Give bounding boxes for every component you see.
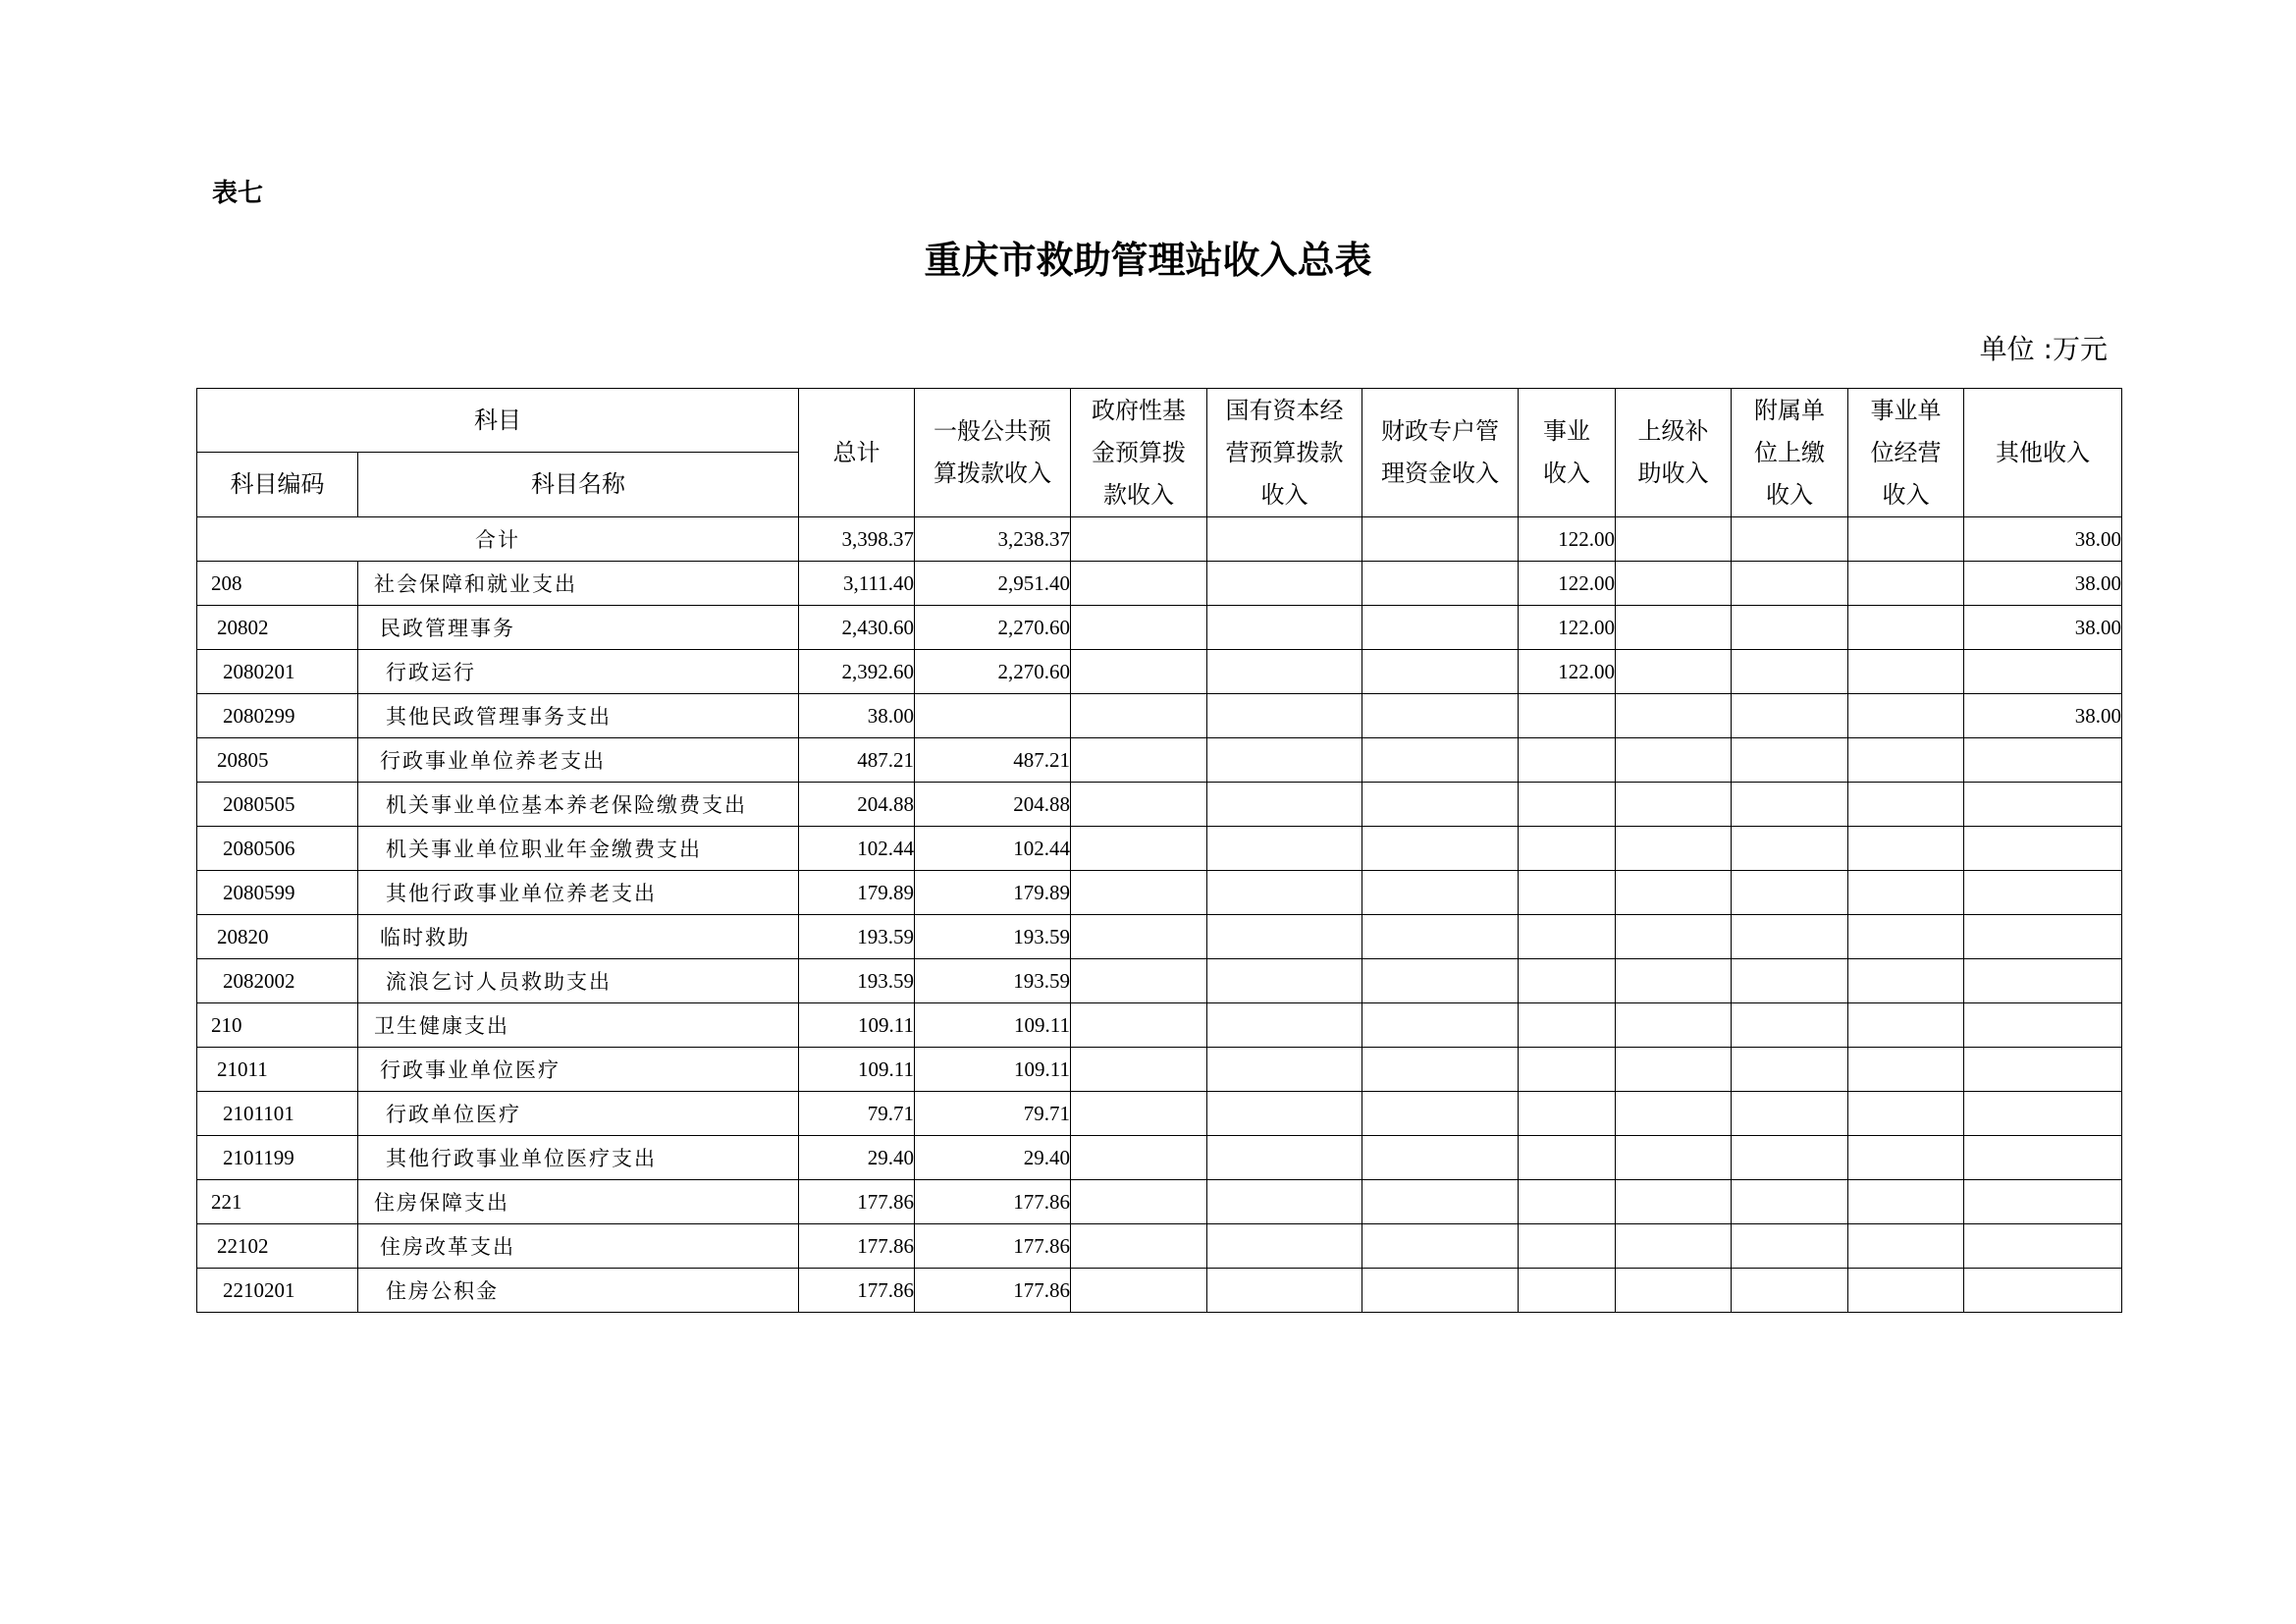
table-row [197, 871, 2122, 915]
cell-state-capital [1207, 1048, 1362, 1092]
cell-subject-name: 民政管理事务 [358, 606, 799, 650]
cell-subject-code: 22102 [197, 1224, 358, 1269]
cell-gov-fund [1071, 694, 1207, 738]
cell-subject-name: 住房保障支出 [358, 1180, 799, 1224]
table-row [197, 827, 2122, 871]
cell-special-fund [1362, 1180, 1519, 1224]
cell-subject-name: 临时救助 [358, 915, 799, 959]
cell-business-income [1519, 915, 1616, 959]
table-row [197, 959, 2122, 1003]
cell-gov-fund [1071, 1180, 1207, 1224]
cell-operating-income [1848, 1180, 1964, 1224]
total-row-operating-income [1848, 517, 1964, 562]
total-row-affiliated-income [1732, 517, 1848, 562]
cell-general-budget: 179.89 [915, 871, 1071, 915]
cell-other-income [1964, 1092, 2122, 1136]
cell-affiliated-income [1732, 1092, 1848, 1136]
cell-superior-subsidy [1616, 1180, 1732, 1224]
cell-subject-name: 流浪乞讨人员救助支出 [358, 959, 799, 1003]
cell-total: 204.88 [799, 783, 915, 827]
cell-subject-name: 住房改革支出 [358, 1224, 799, 1269]
cell-other-income [1964, 1224, 2122, 1269]
cell-total: 102.44 [799, 827, 915, 871]
cell-general-budget: 29.40 [915, 1136, 1071, 1180]
cell-subject-name: 其他民政管理事务支出 [358, 694, 799, 738]
cell-special-fund [1362, 1048, 1519, 1092]
cell-subject-name: 机关事业单位基本养老保险缴费支出 [358, 783, 799, 827]
cell-superior-subsidy [1616, 915, 1732, 959]
cell-superior-subsidy [1616, 783, 1732, 827]
total-row-superior-subsidy [1616, 517, 1732, 562]
cell-operating-income [1848, 1269, 1964, 1313]
cell-total: 179.89 [799, 871, 915, 915]
cell-business-income: 122.00 [1519, 606, 1616, 650]
cell-special-fund [1362, 694, 1519, 738]
total-row-other-income: 38.00 [1964, 517, 2122, 562]
cell-special-fund [1362, 827, 1519, 871]
cell-other-income [1964, 783, 2122, 827]
cell-general-budget: 2,270.60 [915, 650, 1071, 694]
cell-state-capital [1207, 915, 1362, 959]
cell-total: 193.59 [799, 915, 915, 959]
cell-subject-code: 208 [197, 562, 358, 606]
cell-general-budget: 204.88 [915, 783, 1071, 827]
cell-business-income [1519, 871, 1616, 915]
cell-affiliated-income [1732, 783, 1848, 827]
cell-general-budget: 193.59 [915, 959, 1071, 1003]
cell-state-capital [1207, 1224, 1362, 1269]
cell-operating-income [1848, 738, 1964, 783]
table-row [197, 562, 2122, 606]
unit-label: 单位 :万元 [1979, 333, 2108, 365]
cell-general-budget: 79.71 [915, 1092, 1071, 1136]
cell-subject-name: 社会保障和就业支出 [358, 562, 799, 606]
cell-affiliated-income [1732, 694, 1848, 738]
cell-superior-subsidy [1616, 1224, 1732, 1269]
cell-gov-fund [1071, 650, 1207, 694]
cell-special-fund [1362, 1003, 1519, 1048]
total-row-general-budget: 3,238.37 [915, 517, 1071, 562]
cell-special-fund [1362, 606, 1519, 650]
header-general-budget: 一般公共预算拨款收入 [915, 389, 1071, 517]
cell-gov-fund [1071, 959, 1207, 1003]
cell-total: 109.11 [799, 1048, 915, 1092]
cell-operating-income [1848, 871, 1964, 915]
cell-affiliated-income [1732, 915, 1848, 959]
cell-superior-subsidy [1616, 959, 1732, 1003]
cell-gov-fund [1071, 738, 1207, 783]
table-row [197, 1180, 2122, 1224]
cell-subject-code: 20820 [197, 915, 358, 959]
cell-gov-fund [1071, 562, 1207, 606]
cell-total: 2,430.60 [799, 606, 915, 650]
header-state-capital: 国有资本经营预算拨款收入 [1207, 389, 1362, 517]
cell-superior-subsidy [1616, 606, 1732, 650]
cell-special-fund [1362, 871, 1519, 915]
cell-operating-income [1848, 1136, 1964, 1180]
cell-subject-code: 2080599 [197, 871, 358, 915]
cell-business-income [1519, 827, 1616, 871]
cell-affiliated-income [1732, 1003, 1848, 1048]
cell-subject-code: 20805 [197, 738, 358, 783]
cell-other-income: 38.00 [1964, 694, 2122, 738]
cell-state-capital [1207, 738, 1362, 783]
cell-state-capital [1207, 694, 1362, 738]
cell-operating-income [1848, 1048, 1964, 1092]
table-row [197, 1136, 2122, 1180]
header-affiliated-income: 附属单位上缴收入 [1732, 389, 1848, 517]
cell-other-income: 38.00 [1964, 562, 2122, 606]
cell-gov-fund [1071, 1269, 1207, 1313]
cell-gov-fund [1071, 1136, 1207, 1180]
cell-superior-subsidy [1616, 562, 1732, 606]
cell-special-fund [1362, 915, 1519, 959]
cell-state-capital [1207, 783, 1362, 827]
total-row-gov-fund [1071, 517, 1207, 562]
cell-affiliated-income [1732, 1269, 1848, 1313]
cell-total: 3,111.40 [799, 562, 915, 606]
income-summary-table [196, 388, 2122, 1313]
total-row-label: 合计 [197, 517, 799, 562]
cell-general-budget [915, 694, 1071, 738]
cell-other-income [1964, 1136, 2122, 1180]
cell-operating-income [1848, 650, 1964, 694]
cell-gov-fund [1071, 1092, 1207, 1136]
total-row-special-fund [1362, 517, 1519, 562]
cell-gov-fund [1071, 1224, 1207, 1269]
cell-other-income [1964, 1048, 2122, 1092]
cell-operating-income [1848, 606, 1964, 650]
cell-superior-subsidy [1616, 1003, 1732, 1048]
cell-subject-name: 行政单位医疗 [358, 1092, 799, 1136]
cell-state-capital [1207, 1003, 1362, 1048]
cell-gov-fund [1071, 1048, 1207, 1092]
cell-general-budget: 177.86 [915, 1269, 1071, 1313]
cell-state-capital [1207, 871, 1362, 915]
cell-affiliated-income [1732, 650, 1848, 694]
cell-business-income: 122.00 [1519, 650, 1616, 694]
table-row [197, 1048, 2122, 1092]
cell-special-fund [1362, 1136, 1519, 1180]
cell-subject-name: 行政事业单位养老支出 [358, 738, 799, 783]
cell-subject-code: 210 [197, 1003, 358, 1048]
cell-superior-subsidy [1616, 1269, 1732, 1313]
cell-business-income [1519, 1224, 1616, 1269]
cell-total: 177.86 [799, 1224, 915, 1269]
cell-gov-fund [1071, 1003, 1207, 1048]
cell-affiliated-income [1732, 562, 1848, 606]
cell-total: 177.86 [799, 1180, 915, 1224]
cell-operating-income [1848, 1003, 1964, 1048]
table-row [197, 783, 2122, 827]
table-row [197, 738, 2122, 783]
cell-special-fund [1362, 783, 1519, 827]
header-subject-name: 科目名称 [358, 453, 799, 517]
cell-state-capital [1207, 1092, 1362, 1136]
cell-special-fund [1362, 959, 1519, 1003]
cell-business-income [1519, 1180, 1616, 1224]
page-title: 重庆市救助管理站收入总表 [924, 238, 1372, 282]
cell-subject-code: 2080506 [197, 827, 358, 871]
cell-subject-code: 221 [197, 1180, 358, 1224]
cell-subject-code: 21011 [197, 1048, 358, 1092]
cell-state-capital [1207, 1269, 1362, 1313]
cell-gov-fund [1071, 871, 1207, 915]
cell-state-capital [1207, 606, 1362, 650]
cell-subject-code: 2080201 [197, 650, 358, 694]
cell-state-capital [1207, 959, 1362, 1003]
cell-other-income [1964, 915, 2122, 959]
cell-affiliated-income [1732, 827, 1848, 871]
table-row [197, 650, 2122, 694]
cell-general-budget: 177.86 [915, 1180, 1071, 1224]
cell-business-income: 122.00 [1519, 562, 1616, 606]
cell-other-income: 38.00 [1964, 606, 2122, 650]
total-row-business-income: 122.00 [1519, 517, 1616, 562]
cell-general-budget: 177.86 [915, 1224, 1071, 1269]
cell-affiliated-income [1732, 1048, 1848, 1092]
cell-general-budget: 109.11 [915, 1003, 1071, 1048]
cell-subject-name: 机关事业单位职业年金缴费支出 [358, 827, 799, 871]
cell-special-fund [1362, 650, 1519, 694]
cell-superior-subsidy [1616, 650, 1732, 694]
cell-superior-subsidy [1616, 827, 1732, 871]
cell-gov-fund [1071, 783, 1207, 827]
cell-affiliated-income [1732, 1180, 1848, 1224]
cell-superior-subsidy [1616, 1048, 1732, 1092]
cell-subject-code: 2082002 [197, 959, 358, 1003]
cell-affiliated-income [1732, 871, 1848, 915]
cell-total: 487.21 [799, 738, 915, 783]
cell-general-budget: 102.44 [915, 827, 1071, 871]
cell-general-budget: 2,270.60 [915, 606, 1071, 650]
cell-subject-code: 2101199 [197, 1136, 358, 1180]
total-row [197, 517, 2122, 562]
cell-general-budget: 2,951.40 [915, 562, 1071, 606]
total-row-state-capital [1207, 517, 1362, 562]
cell-subject-name: 其他行政事业单位医疗支出 [358, 1136, 799, 1180]
cell-total: 177.86 [799, 1269, 915, 1313]
cell-business-income [1519, 1048, 1616, 1092]
header-other-income: 其他收入 [1964, 389, 2122, 517]
cell-affiliated-income [1732, 1136, 1848, 1180]
cell-total: 193.59 [799, 959, 915, 1003]
cell-subject-name: 行政运行 [358, 650, 799, 694]
cell-superior-subsidy [1616, 1092, 1732, 1136]
cell-business-income [1519, 694, 1616, 738]
cell-business-income [1519, 1092, 1616, 1136]
cell-other-income [1964, 1003, 2122, 1048]
cell-special-fund [1362, 562, 1519, 606]
cell-subject-name: 卫生健康支出 [358, 1003, 799, 1048]
cell-other-income [1964, 1269, 2122, 1313]
table-row [197, 694, 2122, 738]
cell-superior-subsidy [1616, 694, 1732, 738]
cell-other-income [1964, 871, 2122, 915]
cell-operating-income [1848, 1092, 1964, 1136]
cell-superior-subsidy [1616, 738, 1732, 783]
cell-subject-name: 行政事业单位医疗 [358, 1048, 799, 1092]
header-superior-subsidy: 上级补助收入 [1616, 389, 1732, 517]
table-row [197, 1269, 2122, 1313]
cell-superior-subsidy [1616, 1136, 1732, 1180]
cell-affiliated-income [1732, 606, 1848, 650]
header-total: 总计 [799, 389, 915, 517]
table-row [197, 1003, 2122, 1048]
cell-business-income [1519, 738, 1616, 783]
cell-total: 2,392.60 [799, 650, 915, 694]
cell-affiliated-income [1732, 1224, 1848, 1269]
cell-general-budget: 109.11 [915, 1048, 1071, 1092]
cell-operating-income [1848, 783, 1964, 827]
header-special-fund: 财政专户管理资金收入 [1362, 389, 1519, 517]
cell-subject-name: 其他行政事业单位养老支出 [358, 871, 799, 915]
cell-subject-name: 住房公积金 [358, 1269, 799, 1313]
cell-operating-income [1848, 915, 1964, 959]
cell-total: 29.40 [799, 1136, 915, 1180]
table-row [197, 915, 2122, 959]
cell-special-fund [1362, 738, 1519, 783]
cell-general-budget: 487.21 [915, 738, 1071, 783]
cell-operating-income [1848, 959, 1964, 1003]
table-row [197, 1224, 2122, 1269]
header-operating-income: 事业单位经营收入 [1848, 389, 1964, 517]
cell-subject-code: 20802 [197, 606, 358, 650]
cell-other-income [1964, 738, 2122, 783]
total-row-total: 3,398.37 [799, 517, 915, 562]
cell-subject-code: 2080299 [197, 694, 358, 738]
cell-state-capital [1207, 827, 1362, 871]
cell-business-income [1519, 959, 1616, 1003]
table-number-label: 表七 [212, 179, 264, 208]
cell-business-income [1519, 1269, 1616, 1313]
cell-state-capital [1207, 562, 1362, 606]
cell-business-income [1519, 783, 1616, 827]
header-gov-fund: 政府性基金预算拨款收入 [1071, 389, 1207, 517]
cell-special-fund [1362, 1269, 1519, 1313]
cell-other-income [1964, 1180, 2122, 1224]
cell-gov-fund [1071, 827, 1207, 871]
cell-special-fund [1362, 1092, 1519, 1136]
cell-special-fund [1362, 1224, 1519, 1269]
cell-other-income [1964, 650, 2122, 694]
table-row [197, 606, 2122, 650]
cell-state-capital [1207, 1136, 1362, 1180]
cell-other-income [1964, 827, 2122, 871]
table-row [197, 1092, 2122, 1136]
cell-other-income [1964, 959, 2122, 1003]
cell-state-capital [1207, 650, 1362, 694]
cell-business-income [1519, 1136, 1616, 1180]
cell-superior-subsidy [1616, 871, 1732, 915]
cell-operating-income [1848, 1224, 1964, 1269]
cell-total: 109.11 [799, 1003, 915, 1048]
cell-gov-fund [1071, 915, 1207, 959]
header-subject: 科目 [197, 389, 799, 453]
cell-subject-code: 2210201 [197, 1269, 358, 1313]
cell-business-income [1519, 1003, 1616, 1048]
header-business-income: 事业收入 [1519, 389, 1616, 517]
cell-subject-code: 2101101 [197, 1092, 358, 1136]
cell-operating-income [1848, 827, 1964, 871]
cell-affiliated-income [1732, 738, 1848, 783]
cell-operating-income [1848, 562, 1964, 606]
cell-operating-income [1848, 694, 1964, 738]
cell-subject-code: 2080505 [197, 783, 358, 827]
cell-gov-fund [1071, 606, 1207, 650]
cell-total: 38.00 [799, 694, 915, 738]
header-subject-code: 科目编码 [197, 453, 358, 517]
cell-affiliated-income [1732, 959, 1848, 1003]
cell-general-budget: 193.59 [915, 915, 1071, 959]
cell-total: 79.71 [799, 1092, 915, 1136]
cell-state-capital [1207, 1180, 1362, 1224]
